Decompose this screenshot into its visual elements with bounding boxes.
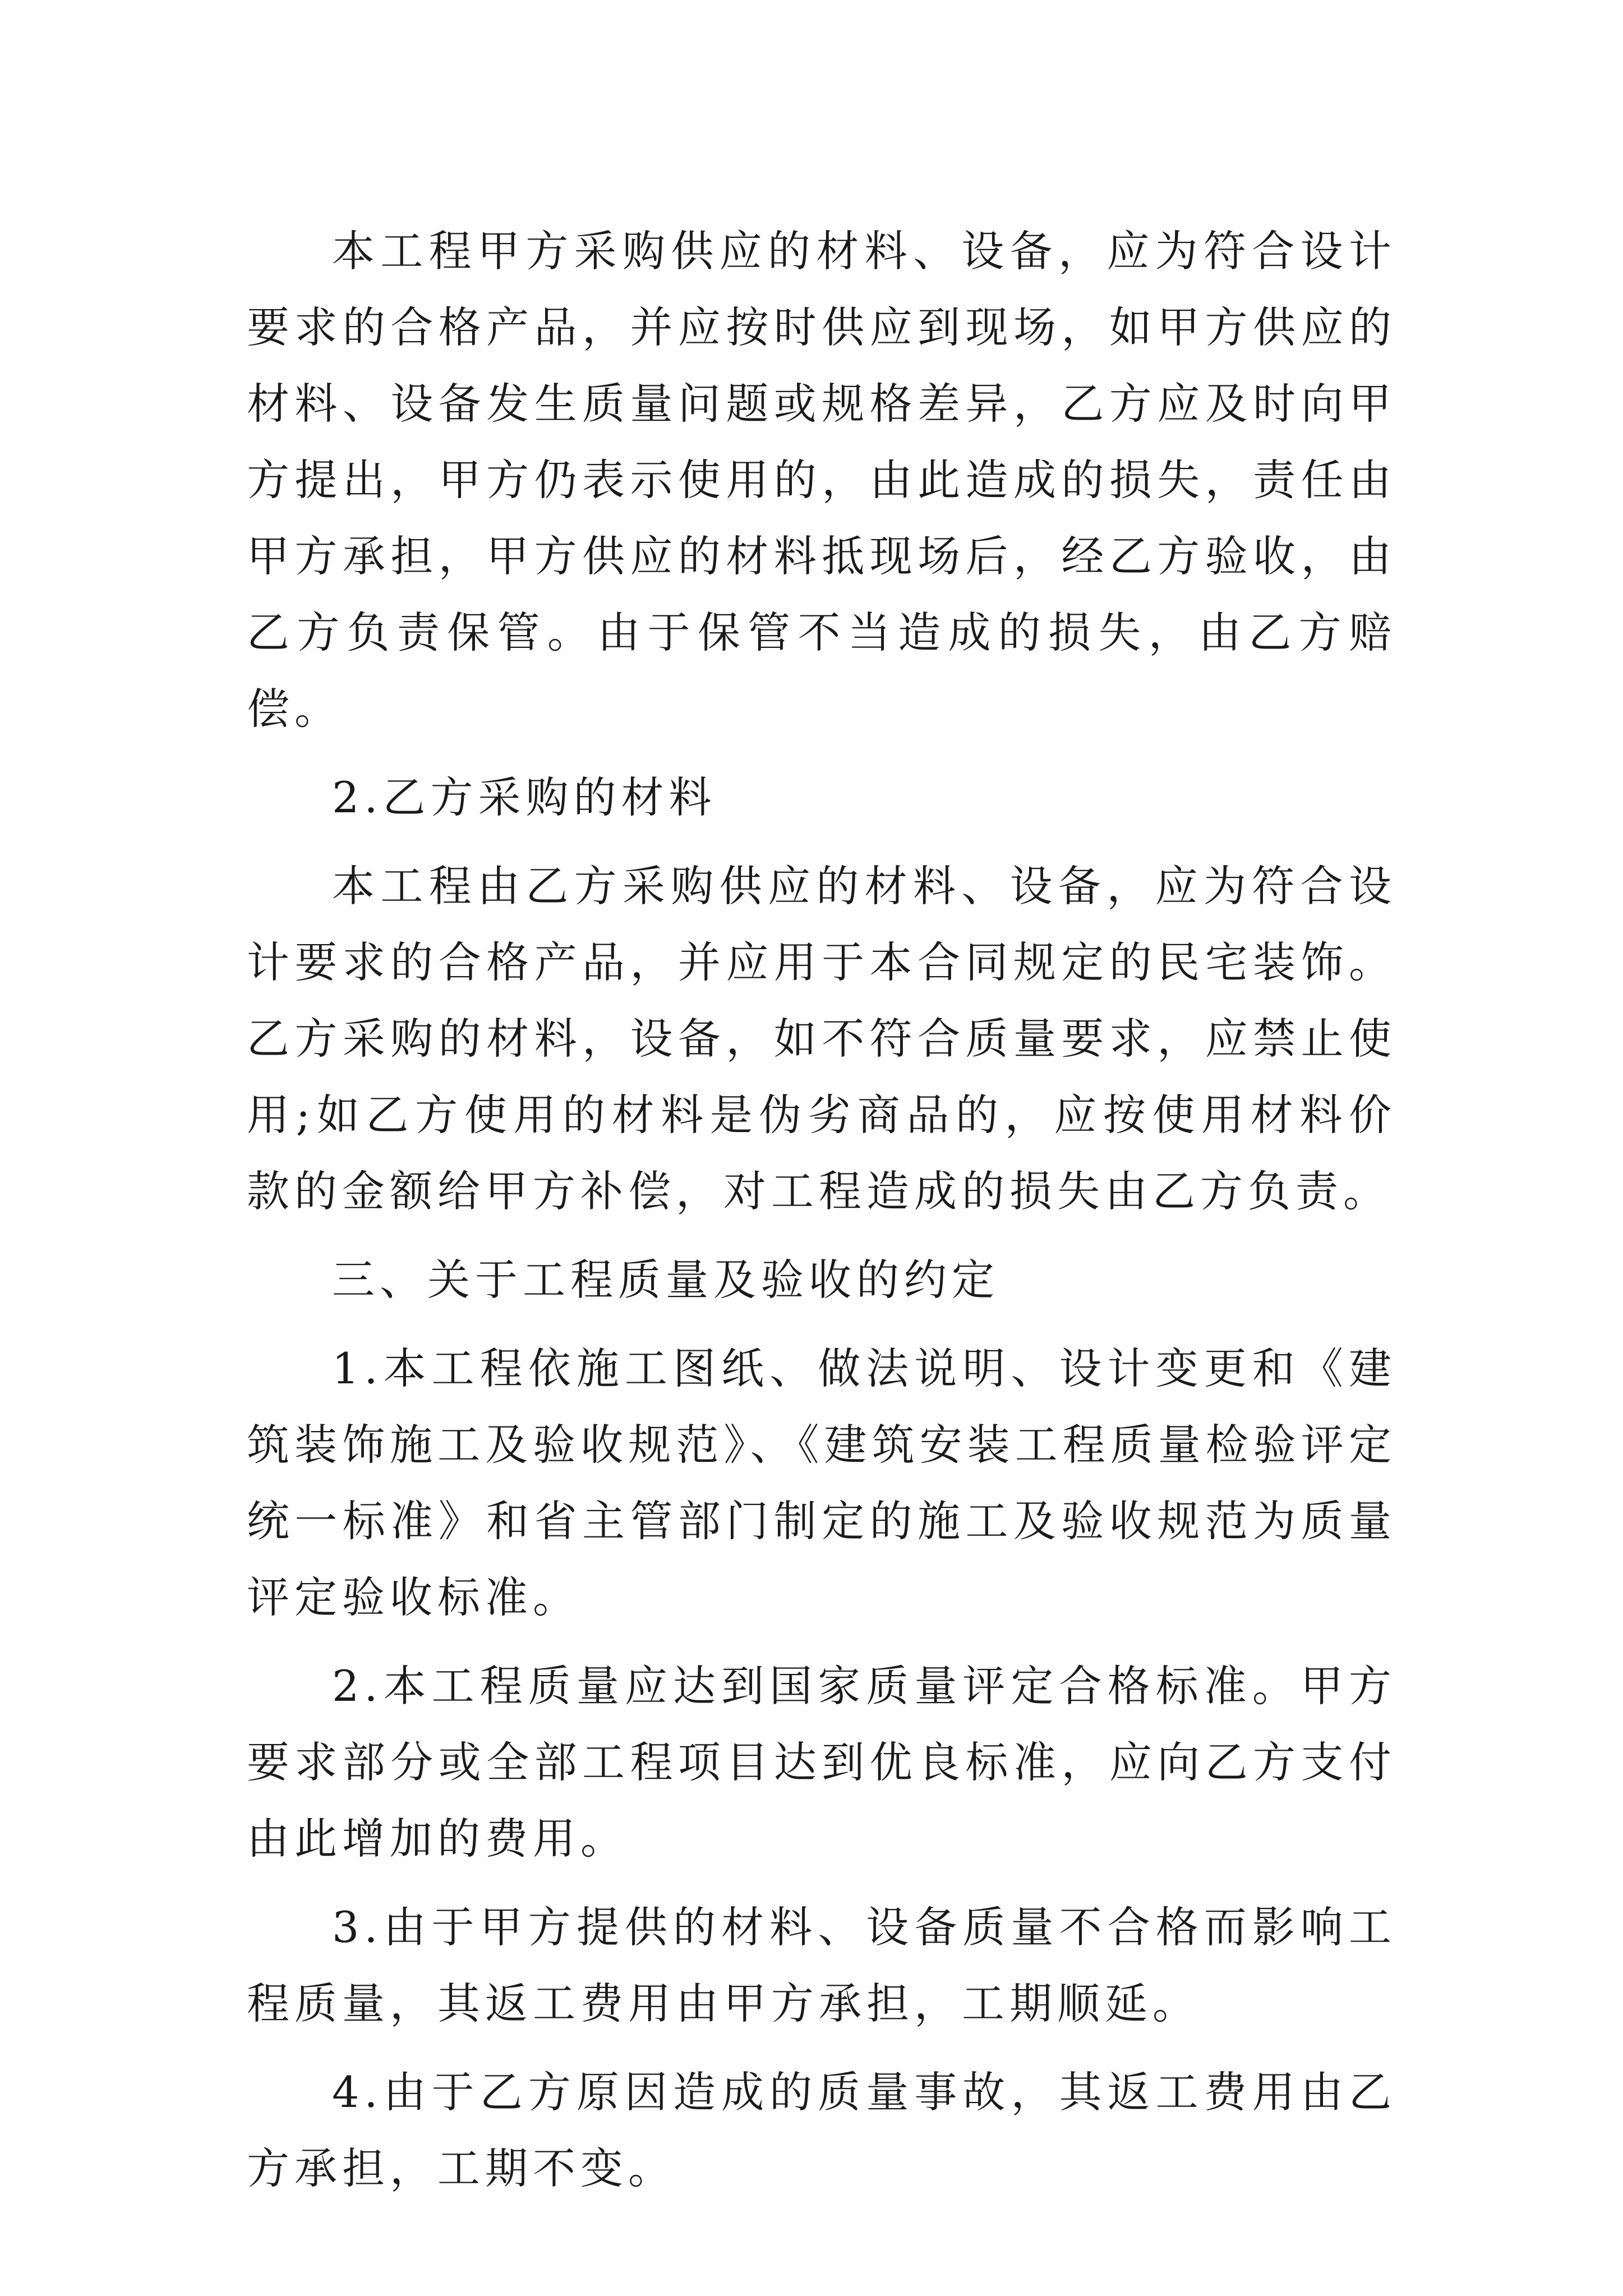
section-heading-quality-acceptance: 三、关于工程质量及验收的约定 — [332, 1255, 999, 1305]
section-heading-party-b-materials: 2.乙方采购的材料 — [332, 772, 717, 822]
document-body — [247, 213, 1396, 2207]
clause-3-party-a-defects: 3.由于甲方提供的材料、设备质量不合格而影响工程质量，其返工费用由甲方承担，工期顺延。 — [247, 1902, 1396, 2028]
paragraph-material-supply-party-a: 本工程甲方采购供应的材料、设备，应为符合设计要求的合格产品，并应按时供应到现场，如甲方供应的材料、设备发生质量问题或规格差异，乙方应及时向甲方提出，甲方仍表示使用的，由此造成的损失，责任由甲方承担，甲方供应的材料抵现场后，经乙方验收，由乙方负责保管。由于保管不当造成的损失，由乙方赔偿。 — [247, 226, 1396, 734]
clause-1-standards: 1.本工程依施工图纸、做法说明、设计变更和《建筑装饰施工及验收规范》、《建筑安装工程质量检验评定统一标准》和省主管部门制定的施工及验收规范为质量评定验收标准。 — [247, 1343, 1396, 1622]
clause-4-party-b-defects: 4.由于乙方原因造成的质量事故，其返工费用由乙方承担，工期不变。 — [247, 2067, 1396, 2193]
paragraph-material-supply-party-b: 本工程由乙方采购供应的材料、设备，应为符合设计要求的合格产品，并应用于本合同规定的民宅装饰。乙方采购的材料，设备，如不符合质量要求，应禁止使用;如乙方使用的材料是伪劣商品的，应按使用材料价款的金额给甲方补偿，对工程造成的损失由乙方负责。 — [247, 861, 1396, 1216]
clause-2-quality-level: 2.本工程质量应达到国家质量评定合格标准。甲方要求部分或全部工程项目达到优良标准，应向乙方支付由此增加的费用。 — [247, 1661, 1396, 1864]
